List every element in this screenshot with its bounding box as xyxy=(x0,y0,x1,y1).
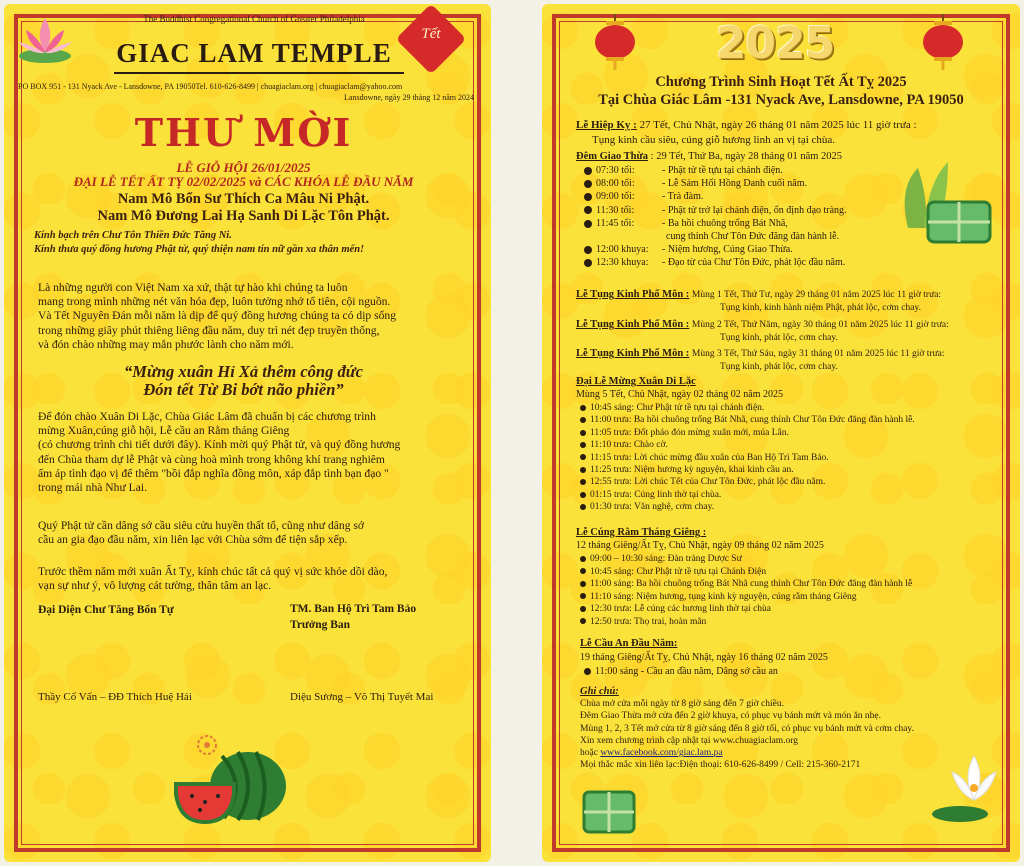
intro-paragraph xyxy=(38,281,458,352)
giao-thua-line xyxy=(576,151,842,164)
schedule-item: 11:05 trưa: Đốt pháo đón mừng xuân mới, múa Lân. xyxy=(580,427,980,439)
bullet-icon xyxy=(580,618,586,624)
paragraph-line: ấm áp tình đạo vị để thêm "bồi đắp nghĩa đồng môn, xáp đắp tình bạn đạo " xyxy=(38,466,389,480)
section-label: Lễ Tụng Kinh Phổ Môn : xyxy=(576,289,690,300)
note-line: hoặc www.facebook.com/giac.lam.pa xyxy=(580,748,723,759)
note-line: Mùng 1, 2, 3 Tết mở cửa từ 8 giờ sáng đến 8 giờ tối, có phục vụ bánh mứt và cơm chay. xyxy=(580,723,914,734)
ram-label: Lễ Cúng Rằm Tháng Giêng : xyxy=(576,527,707,538)
signer-name-right: Diệu Sương – Võ Thị Tuyết Mai xyxy=(290,691,434,703)
di-lac-schedule xyxy=(580,402,980,514)
invitation-heading: THƯ MỜI xyxy=(134,110,353,155)
program-location: Tại Chùa Giác Lâm -131 Nyack Ave, Lansdowne, PA 19050 xyxy=(598,92,964,108)
schedule-item: 09:00 tối: - Trà đàm. xyxy=(584,190,914,203)
section-text: Mùng 3 Tết, Thứ Sáu, ngày 31 tháng 01 năm 2025 lúc 11 giờ trưa: xyxy=(691,349,945,359)
lantern-icon xyxy=(592,14,638,70)
paragraph-line: Trước thềm năm mới xuân Ất Tỵ, kính chúc tất cả quý vị sức khỏe dồi dào, xyxy=(38,565,388,578)
schedule-item: 11:10 trưa: Chào cờ. xyxy=(580,439,980,451)
program-title: Chương Trình Sinh Hoạt Tết Ất Tỵ 2025 xyxy=(655,74,907,90)
nam-mo-line: Nam Mô Bổn Sư Thích Ca Mâu Ni Phật. xyxy=(117,191,370,207)
contact-address: PO BOX 951 - 131 Nyack Ave - Lansdowne, PA 19050Tel. 610-626-8499 | chuagiaclam.org | chuagiaclam@yahoo.com xyxy=(18,82,403,91)
schedule-item: 12:50 trưa: Thọ trai, hoàn mãn xyxy=(580,616,980,629)
bullet-icon xyxy=(580,417,586,423)
paragraph-line: Là những người con Việt Nam xa xứ, thật tự hào khi chúng ta luôn xyxy=(38,281,348,294)
bullet-icon xyxy=(580,479,586,485)
le-gio-hoi: LỄ GIỖ HỘI 26/01/2025 xyxy=(176,160,311,175)
page-gap xyxy=(491,0,542,866)
schedule-item: 12:30 khuya: - Đạo từ của Chư Tôn Đức, phát lộc đầu năm. xyxy=(584,256,914,269)
bullet-icon xyxy=(584,220,592,228)
flower-icon xyxy=(196,734,218,756)
paragraph-line: mang trong mình những nét văn hóa đẹp, luôn tưởng nhớ tổ tiên, cội nguồn. xyxy=(38,295,391,309)
bullet-icon xyxy=(580,430,586,436)
program-paragraph xyxy=(38,410,458,495)
year-title: 2025 xyxy=(715,18,835,69)
signature-role-right: Trưởng Ban xyxy=(290,619,351,631)
pho-mon-1 xyxy=(576,289,941,302)
dai-le-tet: ĐẠI LỄ TẾT ẤT TỴ 02/02/2025 và CÁC KHÓA LỄ ĐẦU NĂM xyxy=(73,174,414,189)
note-line: Xin xem chương trình cập nhật tại www.chuagiaclam.org xyxy=(580,735,799,746)
paragraph-line: Để đón chào Xuân Di Lặc, Chùa Giác Lâm đã chuẩn bị các chương trình xyxy=(38,410,376,423)
schedule-item: 11:10 sáng: Niệm hương, tụng kinh kỳ nguyện, cúng rằm tháng Giêng xyxy=(580,591,980,604)
temple-title: GIAC LAM TEMPLE xyxy=(116,38,392,68)
paragraph-line: (có chương trình chi tiết dưới đây). Kính mời quý Phật tử, và quý đồng hương xyxy=(38,438,401,452)
banh-chung-leaves-icon xyxy=(898,158,998,248)
cau-an-date: 19 tháng Giêng/Ất Tỵ, Chủ Nhật, ngày 16 tháng 02 năm 2025 xyxy=(580,652,828,663)
note-line: Đêm Giao Thừa mở cửa đến 2 giờ khuya, có phục vụ bánh mứt và món ăn nhẹ. xyxy=(580,711,882,722)
paragraph-line: vạn sự như ý, vô lượng cát tường, thân tâm an lạc. xyxy=(38,579,272,593)
section-label: Lễ Hiệp Kỵ : xyxy=(576,119,637,131)
quote-line: “Mừng xuân Hỉ Xả thêm công đức xyxy=(124,362,363,381)
offering-paragraph xyxy=(38,519,458,547)
bullet-icon xyxy=(580,405,586,411)
section-label: Lễ Tụng Kinh Phổ Môn : xyxy=(576,319,690,330)
schedule-item: 12:00 khuya: - Niệm hương, Cúng Giao Thừa. xyxy=(584,243,914,256)
schedule-item: 11:00 sáng: Ba hồi chuông trống Bát Nhã cung thỉnh Chư Tôn Đức đăng đàn hành lễ xyxy=(580,578,980,591)
lantern-icon xyxy=(920,14,966,70)
schedule-item: 10:45 sáng: Chư Phật tử tề tựu tại chánh điện. xyxy=(580,402,980,414)
di-lac-date: Mùng 5 Tết, Chủ Nhật, ngày 02 tháng 02 năm 2025 xyxy=(576,389,784,400)
section-text: Mùng 2 Tết, Thứ Năm, ngày 30 tháng 01 năm 2025 lúc 11 giờ trưa: xyxy=(691,320,949,330)
signature-title-right: TM. Ban Hộ Trì Tam Bảo xyxy=(290,603,417,615)
bullet-icon xyxy=(580,467,586,473)
section-label: Lễ Tụng Kinh Phổ Môn : xyxy=(576,348,690,359)
bullet-icon xyxy=(584,167,592,175)
note-line: Chùa mở cửa mỗi ngày từ 8 giờ sáng đến 7 giờ chiều. xyxy=(580,699,784,709)
note-line: Mọi thắc mắc xin liên lạc:Điện thoại: 610-626-8499 / Cell: 215-360-2171 xyxy=(580,760,861,771)
section-text: : 29 Tết, Thứ Ba, ngày 28 tháng 01 năm 2025 xyxy=(648,151,843,162)
facebook-link[interactable]: www.facebook.com/giac.lam.pa xyxy=(600,748,723,759)
paragraph-line: trong mái nhà Như Lai. xyxy=(38,481,147,495)
bullet-icon xyxy=(580,581,586,587)
schedule-item: 11:00 trưa: Ba hồi chuông trống Bát Nhã, cung thỉnh Chư Tôn Đức đăng đàn hành lễ. xyxy=(580,414,980,426)
paragraph-line: Và Tết Nguyên Đán mỗi năm là dịp để quý đồng hương chúng ta có dịp sống xyxy=(38,309,397,323)
wishes-paragraph xyxy=(38,565,458,593)
white-lotus-icon xyxy=(930,748,1016,824)
church-name: The Buddhist Congregational Church of Greater Philadelphia xyxy=(143,14,365,24)
bullet-icon xyxy=(580,504,586,510)
hiep-ky-sub: Tụng kinh cầu siêu, cúng giỗ hương linh an vị tại chùa. xyxy=(592,134,836,146)
notes-label: Ghi chú: xyxy=(580,686,619,697)
schedule-item: 07:30 tối: - Phật tử tề tựu tại chánh điện. xyxy=(584,164,914,177)
cau-an-schedule xyxy=(584,665,778,678)
bullet-icon xyxy=(580,442,586,448)
schedule-item: 08:00 tối: - Lễ Sám Hối Hồng Danh cuối năm. xyxy=(584,177,914,190)
bullet-icon xyxy=(584,246,592,254)
pho-mon-3 xyxy=(576,348,945,361)
bullet-icon xyxy=(584,180,592,188)
paragraph-line: mừng Xuân,cúng giỗ hội, Lễ cầu an Rằm tháng Giêng xyxy=(38,424,290,438)
schedule-item: 12:30 trưa: Lễ cúng các hương linh thờ tại chùa xyxy=(580,603,980,616)
pho-mon-sub: Tụng kinh, phát lộc, cơm chay. xyxy=(720,333,838,343)
bullet-icon xyxy=(580,556,586,562)
bullet-icon xyxy=(580,568,586,574)
pho-mon-sub: Tụng kinh, phát lộc, cơm chay. xyxy=(720,362,838,372)
bullet-icon xyxy=(580,492,586,498)
hiep-ky-line xyxy=(576,119,917,132)
watermelon-icon xyxy=(172,746,290,824)
bullet-icon xyxy=(580,606,586,612)
title-divider xyxy=(114,72,404,74)
paragraph-line: đến Chùa tham dự lễ Phật và cùng hoà mình trong không khí trang nghiêm xyxy=(38,452,385,466)
banh-chung-icon xyxy=(580,786,638,836)
paragraph-line: trong những giây phút thiêng liêng đầu năm, duy trì nét đẹp truyền thống, xyxy=(38,323,380,337)
lotus-icon xyxy=(14,12,76,66)
pho-mon-sub: Tụng kinh, kinh hành niệm Phật, phát lộc, cơm chay. xyxy=(720,303,921,313)
quote-line: Đón tết Từ Bi bớt não phiền” xyxy=(143,380,344,399)
ram-date: 12 tháng Giêng/Ất Tỵ, Chủ Nhật, ngày 09 tháng 02 năm 2025 xyxy=(576,540,824,551)
tet-badge-text: Tết xyxy=(421,26,441,42)
salutation: Kính bạch trên Chư Tôn Thiền Đức Tăng Ni. xyxy=(34,230,232,241)
schedule-item: 01:15 trưa: Cúng linh thờ tại chùa. xyxy=(580,489,980,501)
schedule-item: 11:15 trưa: Lời chúc mừng đầu xuân của Ban Hộ Trì Tam Bảo. xyxy=(580,452,980,464)
schedule-item: 11:00 sáng - Cầu an đầu năm, Dâng sớ cầu an xyxy=(584,665,778,678)
pho-mon-2 xyxy=(576,319,949,332)
bullet-icon xyxy=(580,593,586,599)
bullet-icon xyxy=(584,668,591,675)
bullet-icon xyxy=(584,259,592,267)
schedule-item: 12:55 trưa: Lời chúc Tết của Chư Tôn Đức, phát lộc đầu năm. xyxy=(580,476,980,488)
schedule-item: 10:45 sáng: Chư Phật tử tề tựu tại Chánh Điện xyxy=(580,566,980,579)
signature-title-left: Đại Diện Chư Tăng Bổn Tự xyxy=(38,604,174,616)
letter-date: Lansdowne, ngày 29 tháng 12 năm 2024 xyxy=(344,93,474,102)
schedule-item: 09:00 – 10:30 sáng: Đàn tràng Dược Sư xyxy=(580,553,980,566)
section-label: Đêm Giao Thừa xyxy=(576,151,649,162)
bullet-icon xyxy=(580,454,586,460)
section-text: Mùng 1 Tết, Thứ Tư, ngày 29 tháng 01 năm 2025 lúc 11 giờ trưa: xyxy=(691,290,942,300)
bullet-icon xyxy=(584,193,592,201)
nam-mo-line: Nam Mô Đương Lai Hạ Sanh Di Lặc Tôn Phật. xyxy=(97,208,390,224)
paragraph-line: và đón chào những may mắn phước lành cho năm mới. xyxy=(38,337,294,351)
section-text: 27 Tết, Chủ Nhật, ngày 26 tháng 01 năm 2025 lúc 11 giờ trưa : xyxy=(636,119,917,131)
paragraph-line: Quý Phật tử cần dâng sớ cầu siêu cửu huyền thất tổ, cũng như dâng sớ xyxy=(38,519,365,532)
di-lac-label: Đại Lễ Mừng Xuân Di Lặc xyxy=(576,376,696,387)
schedule-item: 01:30 trưa: Văn nghệ, cơm chay. xyxy=(580,501,980,513)
signer-name-left: Thầy Cố Vấn – ĐĐ Thích Huệ Hải xyxy=(38,691,192,703)
giao-thua-schedule xyxy=(584,164,914,270)
ram-schedule xyxy=(580,553,980,628)
paragraph-line: cầu an gia đạo đầu năm, xin liên lạc với Chùa sớm để tiện sắp xếp. xyxy=(38,533,348,547)
schedule-item: 11:25 trưa: Niệm hương kỳ nguyện, khai kinh cầu an. xyxy=(580,464,980,476)
bullet-icon xyxy=(584,206,592,214)
cau-an-label: Lễ Cầu An Đầu Năm: xyxy=(580,638,678,649)
schedule-item: 11:45 tối: - Ba hồi chuông trống Bát Nhã, xyxy=(584,217,914,230)
schedule-item: 11:30 tối: - Phật tử trở lại chánh điện, ổn định đạo tràng. xyxy=(584,204,914,217)
salutation: Kính thưa quý đồng hương Phật tử, quý thiện nam tín nữ gần xa thân mến! xyxy=(34,244,365,255)
schedule-item: cung thỉnh Chư Tôn Đức đăng đàn hành lễ. xyxy=(666,231,840,243)
